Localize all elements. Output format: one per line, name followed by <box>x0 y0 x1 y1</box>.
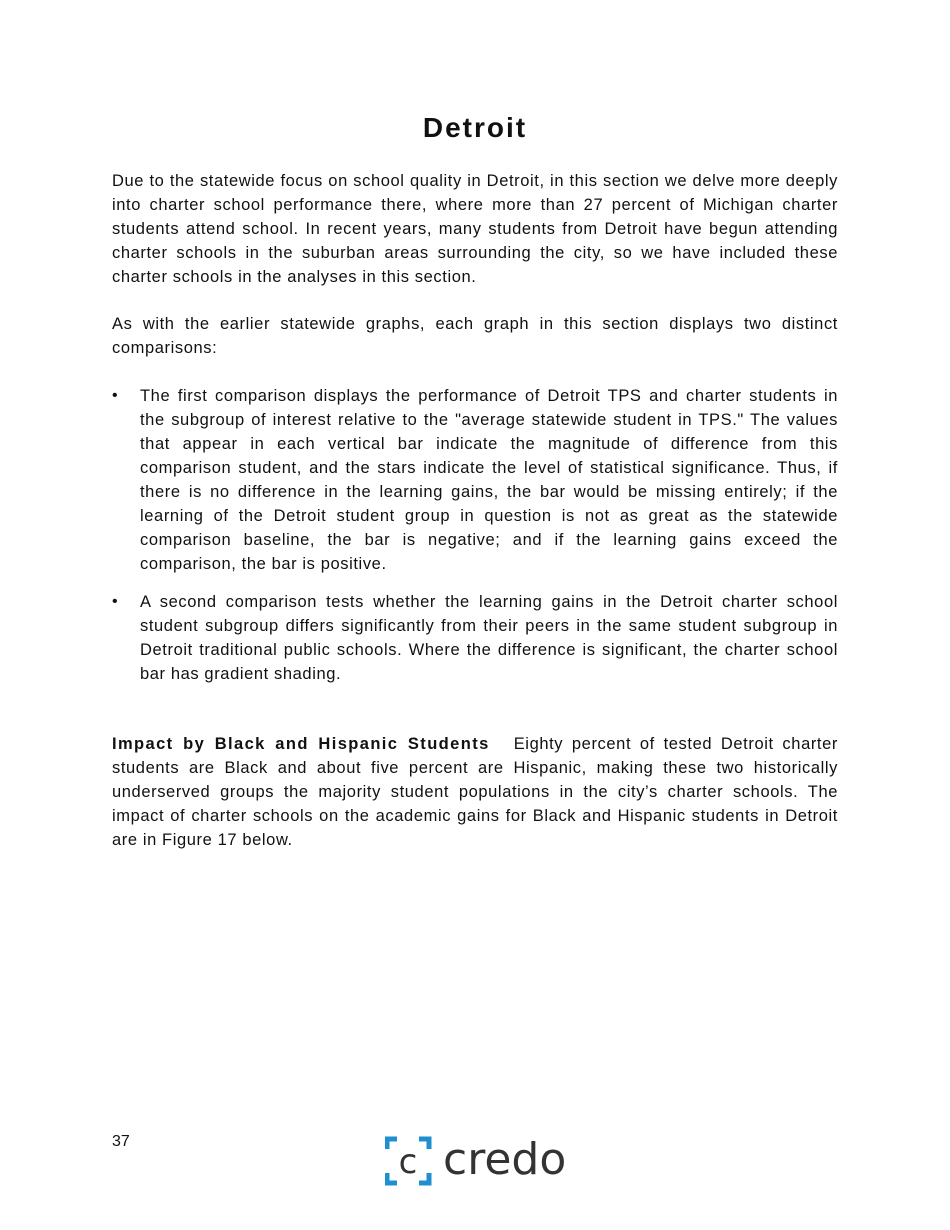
intro-paragraph: Due to the statewide focus on school quality in Detroit, in this section we delve more deeply into charter school performance there, where more than 27 percent of Michigan charter students attend school. In recent years, many students from Detroit have begun attending charter schools in the suburban areas surrounding the city, so we have included these charter schools in the analyses in this section. <box>112 172 838 286</box>
comparisons-intro-paragraph: As with the earlier statewide graphs, each graph in this section displays two distinct comparisons: <box>112 315 838 357</box>
page-title: Detroit <box>422 112 528 143</box>
credo-logo-graphic <box>385 1136 570 1188</box>
comparison-bullet-list <box>112 384 838 700</box>
bracket-bottom-right <box>419 1173 429 1183</box>
page-number: 37 <box>112 1133 130 1150</box>
bullet-text: A second comparison tests whether the learning gains in the Detroit charter school student subgroup differs significantly from their peers in the same student subgroup in Detroit traditional public schools. Where the difference is significant, the charter school bar has gradient shading. <box>140 593 838 683</box>
bullet-item-second-comparison <box>112 590 838 686</box>
bullet-marker: • <box>112 593 119 610</box>
bracket-bottom-left <box>387 1173 397 1183</box>
impact-heading: Impact by Black and Hispanic Students <box>112 735 490 753</box>
bracket-top-left <box>387 1139 397 1149</box>
credo-logo <box>385 1136 570 1188</box>
impact-body: Eighty percent of tested Detroit charter students are Black and about five percent are Hispanic, making these two historically underserved groups the majority student populations in the city’s charter schools. The impact of charter schools on the academic gains for Black and Hispanic students in Detroit are in Figure 17 below. <box>112 735 838 849</box>
bullet-marker: • <box>112 387 119 404</box>
logo-wordmark: credo <box>443 1136 567 1185</box>
bullet-item-first-comparison <box>112 384 838 576</box>
bracket-top-right <box>419 1139 429 1149</box>
impact-paragraph <box>112 732 838 852</box>
bullet-text: The first comparison displays the performance of Detroit TPS and charter students in the subgroup of interest relative to the "average statewide student in TPS." The values that appear in each vertical bar indicate the magnitude of difference from this comparison student, and the stars indicate the level of statistical significance. Thus, if there is no difference in the learning gains, the bar would be missing entirely; if the learning of the Detroit student group in question is not as great as the statewide comparison baseline, the bar is negative; and if the learning gains exceed the comparison, the bar is positive. <box>140 387 838 573</box>
logo-icon-letter: c <box>398 1142 418 1182</box>
